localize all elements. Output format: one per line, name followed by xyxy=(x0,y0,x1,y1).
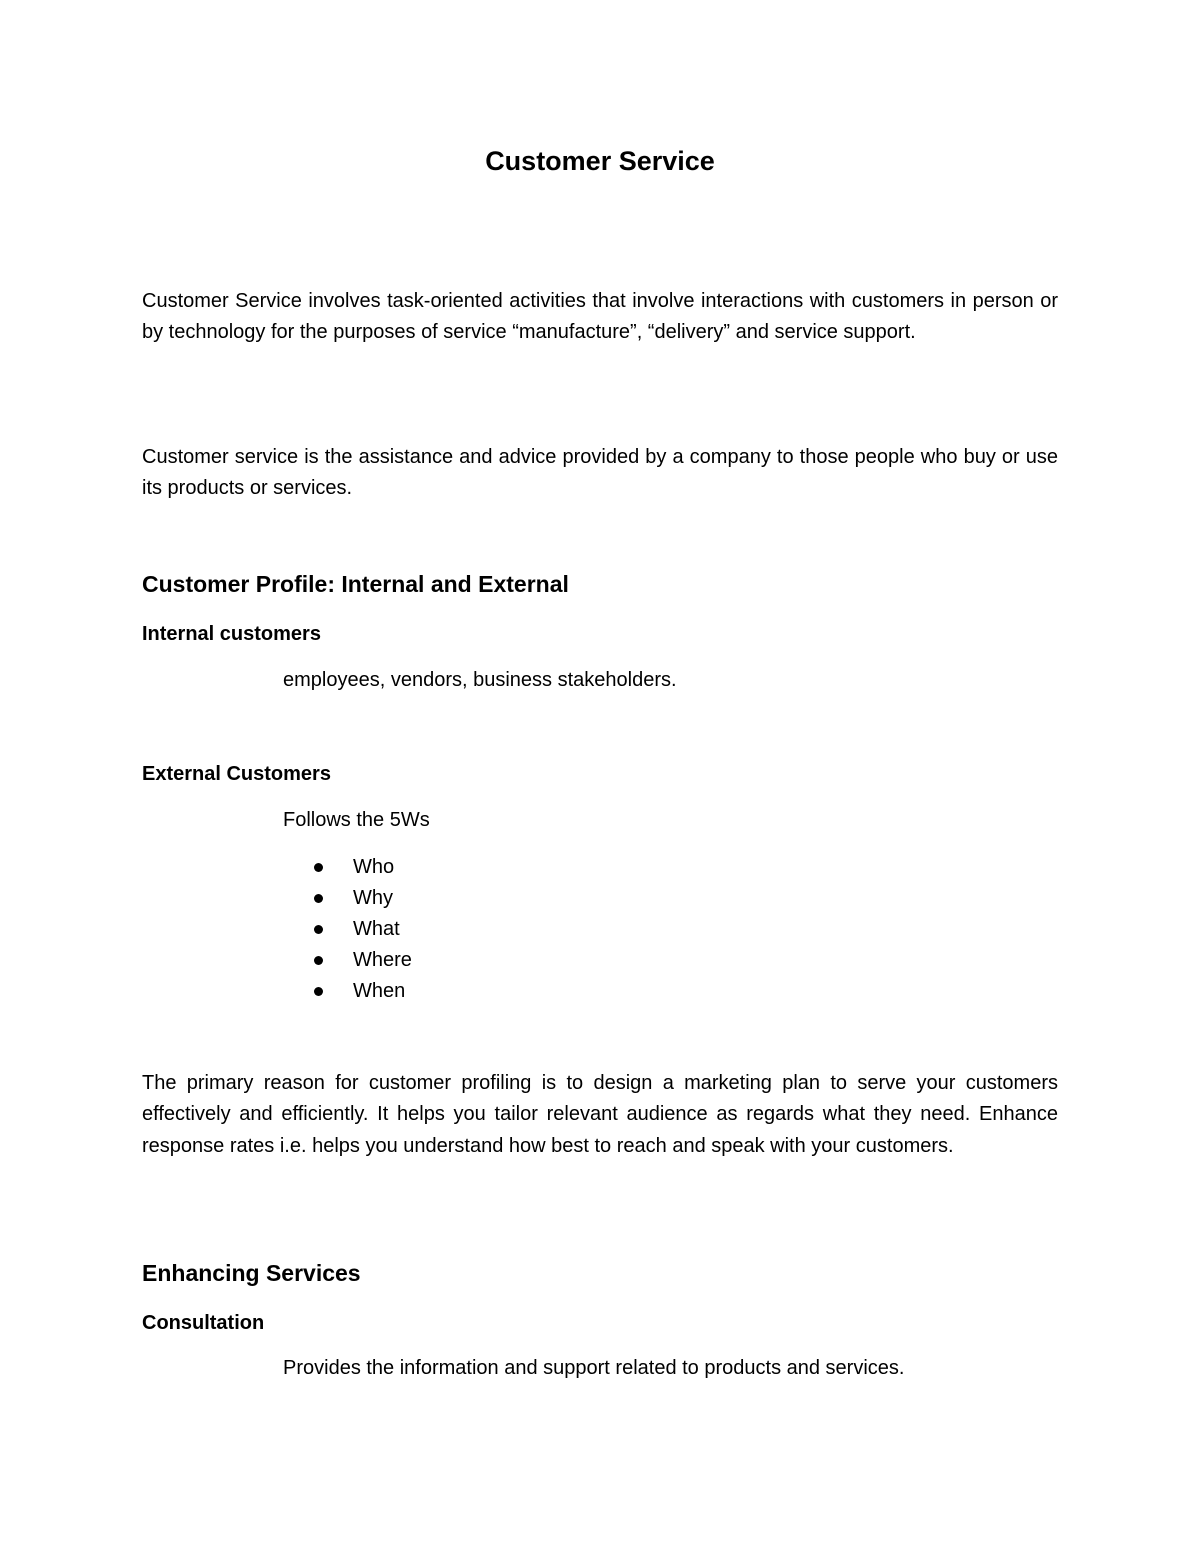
bullet-icon xyxy=(314,894,323,903)
list-item-label: What xyxy=(353,918,400,940)
internal-customers-text: employees, vendors, business stakeholders. xyxy=(283,669,677,691)
bullet-icon xyxy=(314,987,323,996)
bullet-icon xyxy=(314,863,323,872)
subheading-consultation: Consultation xyxy=(142,1312,265,1334)
subheading-internal-customers: Internal customers xyxy=(142,623,321,645)
list-item-label: When xyxy=(353,980,406,1002)
list-item-label: Who xyxy=(353,856,395,878)
page-title: Customer Service xyxy=(485,146,715,176)
subheading-external-customers: External Customers xyxy=(142,763,331,785)
list-item-label: Where xyxy=(353,949,412,971)
customer-profiling-summary: The primary reason for customer profiling is to design a marketing plan to serve your customers effectively and efficiently. It helps you tailor relevant audience as regards what they need. Enhance response rates i.e. helps you understand how best to reach and speak with your customers. xyxy=(142,1072,1058,1157)
section-heading-enhancing-services: Enhancing Services xyxy=(142,1260,361,1286)
bullet-icon xyxy=(314,956,323,965)
external-customers-text: Follows the 5Ws xyxy=(283,809,430,831)
list-item-label: Why xyxy=(353,887,393,909)
consultation-text: Provides the information and support related to products and services. xyxy=(283,1357,905,1379)
bullet-icon xyxy=(314,925,323,934)
intro-paragraph-1: Customer Service involves task-oriented activities that involve interactions with customers in person or by technology for the purposes of service “manufacture”, “delivery” and service support. xyxy=(142,290,1058,344)
section-heading-customer-profile: Customer Profile: Internal and External xyxy=(142,571,569,597)
intro-paragraph-2: Customer service is the assistance and advice provided by a company to those people who buy or use its products or services. xyxy=(142,446,1058,500)
